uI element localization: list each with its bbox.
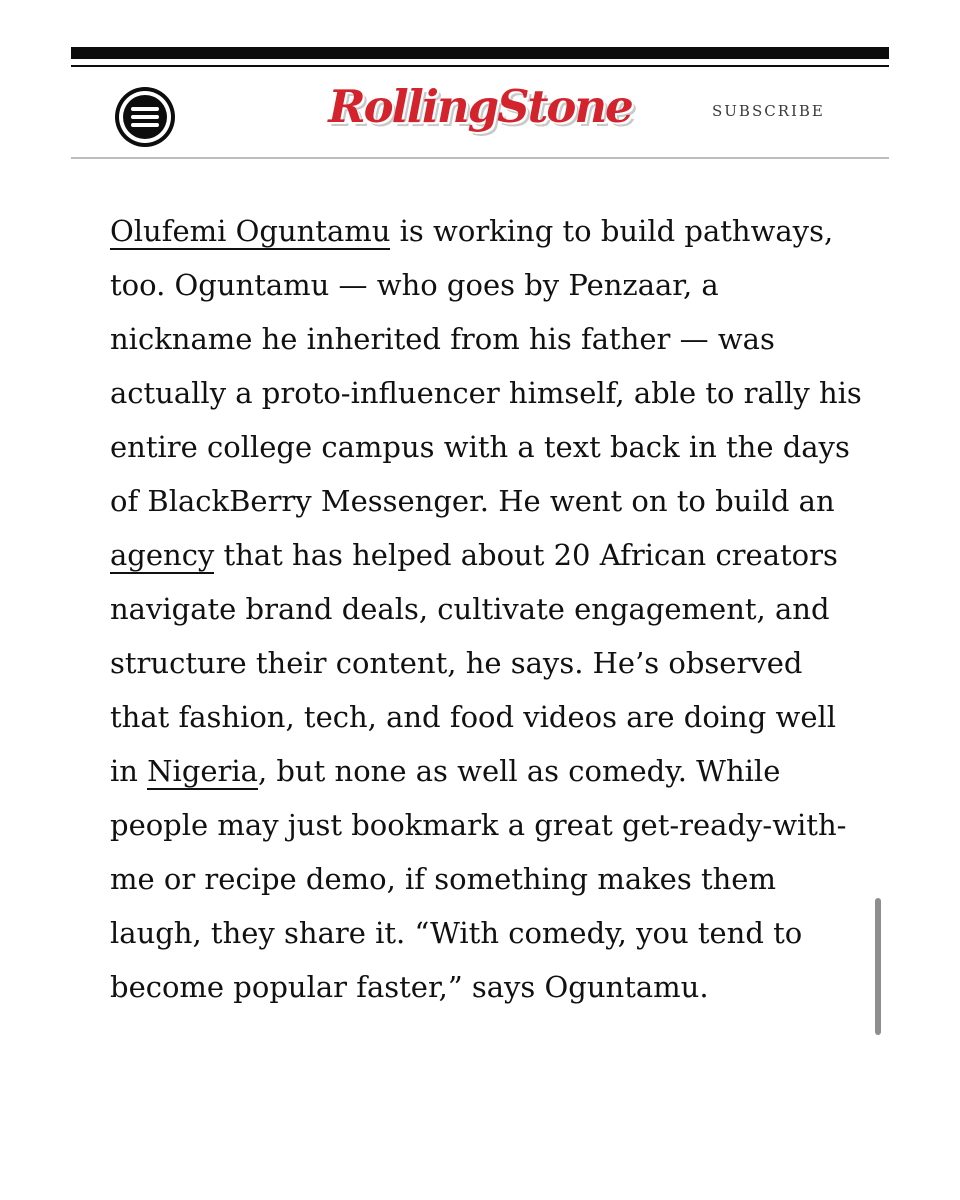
menu-button[interactable] xyxy=(115,87,175,147)
article-text-1: is working to build pathways, too. Oguntamu — who goes by Penzaar, a nickname he inherited from his father — was actually a proto-influencer himself, able to rally his entire college campus with a text back in the days of BlackBerry Messenger. He went on to build an xyxy=(110,214,862,518)
top-rule-thin xyxy=(71,65,889,67)
link-agency[interactable]: agency xyxy=(110,538,215,572)
menu-bar-bottom xyxy=(131,123,159,127)
header-divider xyxy=(71,157,889,159)
top-rule-thick xyxy=(71,47,889,59)
scrollbar-thumb[interactable] xyxy=(875,898,881,1035)
link-nigeria[interactable]: Nigeria xyxy=(147,754,258,788)
subscribe-link[interactable]: SUBSCRIBE xyxy=(712,102,825,120)
article-paragraph xyxy=(110,204,862,1014)
rolling-stone-logo[interactable]: RollingStone xyxy=(328,80,632,133)
article-text-2: that has helped about 20 African creators navigate brand deals, cultivate engagement, and structure their content, he says. He’s observed that fashion, tech, and food videos are doing well in xyxy=(110,538,838,788)
hamburger-menu-icon xyxy=(123,95,167,139)
menu-bar-top xyxy=(131,107,159,111)
link-olufemi-oguntamu[interactable]: Olufemi Oguntamu xyxy=(110,214,391,248)
menu-bar-middle xyxy=(131,115,159,119)
article-text-3: , but none as well as comedy. While people may just bookmark a great get-ready-with-me or recipe demo, if something makes them laugh, they share it. “With comedy, you tend to become popular faster,” says Oguntamu. xyxy=(110,754,847,1004)
